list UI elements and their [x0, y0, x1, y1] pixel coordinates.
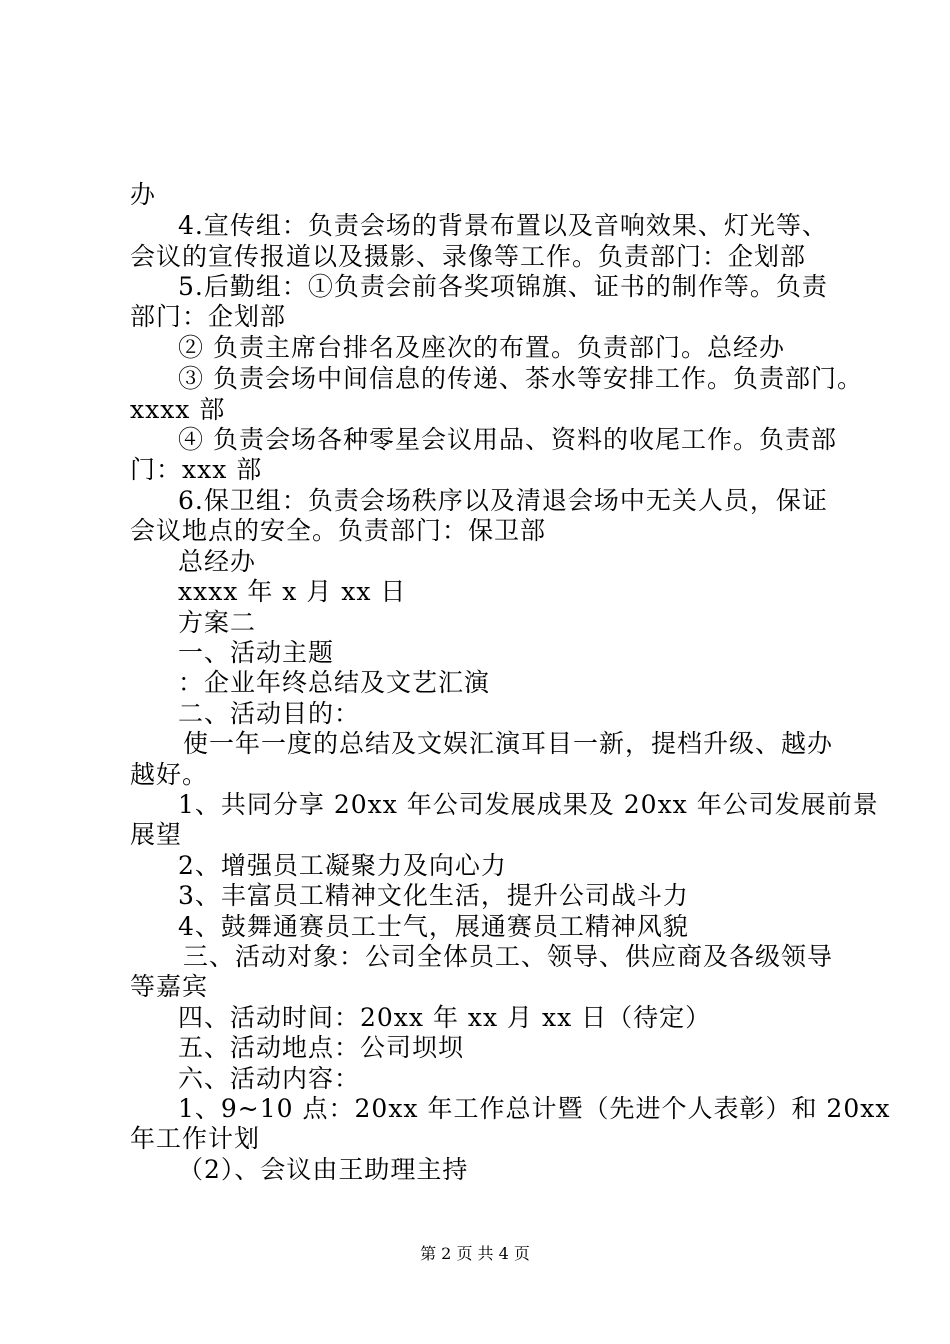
- text-line: 总经办: [178, 547, 257, 576]
- text-line: 等嘉宾: [130, 972, 209, 1001]
- text-line: 三、活动对象：公司全体员工、领导、供应商及各级领导: [183, 942, 834, 971]
- text-line: 部门：企划部: [130, 302, 287, 331]
- text-line: 展望: [130, 820, 183, 849]
- text-line: 二、活动目的：: [178, 699, 361, 728]
- text-line: 越好。: [130, 760, 209, 789]
- text-line: 四、活动时间：20xx 年 xx 月 xx 日（待定）: [178, 1003, 712, 1032]
- text-line: 方案二: [178, 608, 257, 637]
- text-line: 3、丰富员工精神文化生活，提升公司战斗力: [178, 881, 689, 910]
- text-line: 5.后勤组：①负责会前各奖项锦旗、证书的制作等。负责: [178, 272, 828, 301]
- text-line: 会议地点的安全。负责部门：保卫部: [130, 516, 547, 545]
- text-line: 年工作计划: [130, 1124, 261, 1153]
- text-line: 使一年一度的总结及文娱汇演耳目一新，提档升级、越办: [183, 729, 834, 758]
- text-line: 六、活动内容：: [178, 1064, 361, 1093]
- text-line: 2、增强员工凝聚力及向心力: [178, 851, 507, 880]
- text-line: 1、共同分享 20xx 年公司发展成果及 20xx 年公司发展前景: [178, 790, 879, 819]
- text-line: 6.保卫组：负责会场秩序以及清退会场中无关人员，保证: [178, 486, 828, 515]
- text-line: ② 负责主席台排名及座次的布置。负责部门。总经办: [178, 333, 785, 362]
- text-line: xxxx 部: [130, 395, 226, 424]
- text-line: 4、鼓舞通赛员工士气，展通赛员工精神风貌: [178, 912, 689, 941]
- text-line: ④ 负责会场各种零星会议用品、资料的收尾工作。负责部: [178, 425, 837, 454]
- text-line: 办: [130, 180, 157, 209]
- text-line: 1、9~10 点：20xx 年工作总计暨（先进个人表彰）和 20xx: [178, 1094, 891, 1123]
- text-line: 门：xxx 部: [130, 455, 263, 484]
- text-line: 一、活动主题: [178, 638, 335, 667]
- text-line: xxxx 年 x 月 xx 日: [178, 577, 407, 606]
- text-line: ：企业年终总结及文艺汇演: [178, 668, 491, 697]
- page-number-footer: 第 2 页 共 4 页: [420, 1244, 530, 1263]
- text-line: ③ 负责会场中间信息的传递、茶水等安排工作。负责部门。: [178, 364, 863, 393]
- text-line: 五、活动地点：公司坝坝: [178, 1033, 465, 1062]
- text-line: （2）、会议由王助理主持: [178, 1155, 469, 1184]
- text-line: 会议的宣传报道以及摄影、录像等工作。负责部门：企划部: [130, 242, 807, 271]
- text-line: 4.宣传组：负责会场的背景布置以及音响效果、灯光等、: [178, 211, 828, 240]
